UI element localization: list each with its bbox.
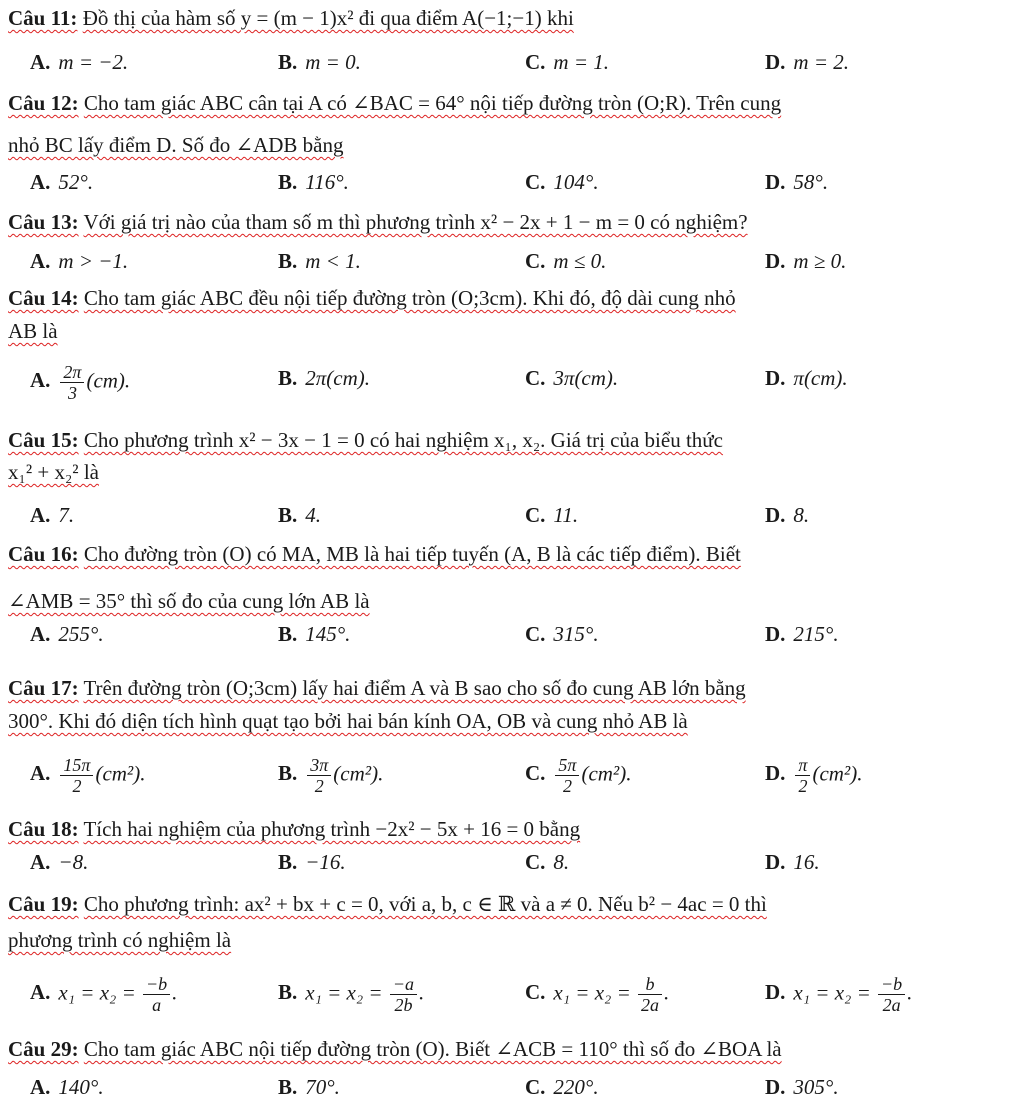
option-letter: A.	[30, 622, 51, 646]
option-unit: (cm²).	[581, 761, 632, 786]
option-c[interactable]	[525, 1071, 599, 1103]
question-text: phương trình có nghiệm là	[8, 928, 232, 952]
question-19-label: Câu 19:	[8, 892, 79, 916]
option-d[interactable]	[765, 755, 862, 796]
question-14-line-2	[0, 316, 1024, 346]
option-letter: D.	[765, 850, 786, 874]
option-letter: D.	[765, 170, 786, 194]
question-text: 300°. Khi đó diện tích hình quạt tạo bởi hai bán kính OA, OB và cung nhỏ AB là	[8, 709, 688, 733]
option-letter: C.	[525, 622, 546, 646]
option-value: π(cm).	[793, 366, 848, 390]
option-value: 305°.	[793, 1075, 839, 1099]
option-letter: A.	[30, 368, 51, 393]
question-13-options	[0, 245, 1024, 277]
option-letter: A.	[30, 249, 51, 273]
option-unit: (cm²).	[95, 761, 146, 786]
option-b[interactable]	[278, 362, 370, 394]
option-letter: B.	[278, 366, 298, 390]
question-29-options	[0, 1071, 1024, 1103]
fraction-numerator: 2π	[60, 362, 84, 383]
option-letter: A.	[30, 850, 51, 874]
option-value: m = 2.	[793, 50, 850, 74]
question-text: Tích hai nghiệm của phương trình −2x² − 5x + 16 = 0 bằng	[83, 817, 581, 841]
question-15-line-1	[0, 425, 1024, 455]
option-a[interactable]	[30, 846, 88, 878]
fraction-numerator: 3π	[307, 755, 331, 776]
fraction-denominator: 2	[562, 776, 572, 796]
option-letter: B.	[278, 980, 298, 1005]
question-12-line-2	[0, 130, 1024, 160]
option-letter: B.	[278, 170, 298, 194]
option-letter: A.	[30, 170, 51, 194]
option-letter: B.	[278, 850, 298, 874]
option-letter: B.	[278, 622, 298, 646]
question-16-line-2	[0, 586, 1024, 616]
option-value: 11.	[553, 503, 579, 527]
option-letter: D.	[765, 249, 786, 273]
option-a[interactable]	[30, 166, 93, 198]
option-c[interactable]	[525, 499, 578, 531]
option-value: 4.	[305, 503, 322, 527]
option-letter: C.	[525, 761, 546, 786]
option-letter: D.	[765, 980, 786, 1005]
option-b[interactable]	[278, 1071, 340, 1103]
option-value: 116°.	[305, 170, 349, 194]
option-value: 220°.	[553, 1075, 599, 1099]
question-text: AB là	[8, 319, 58, 343]
option-a[interactable]	[30, 362, 130, 403]
question-12-line-1	[0, 88, 1024, 118]
option-value: 58°.	[793, 170, 829, 194]
option-letter: C.	[525, 980, 546, 1005]
question-text: Cho tam giác ABC đều nội tiếp đường tròn (O;3cm). Khi đó, độ dài cung nhỏ	[83, 286, 736, 310]
option-letter: B.	[278, 503, 298, 527]
question-29-line-1	[0, 1034, 1024, 1064]
option-a[interactable]	[30, 974, 177, 1015]
option-value: m < 1.	[305, 249, 361, 273]
option-fraction	[307, 755, 331, 796]
option-letter: C.	[525, 50, 546, 74]
question-12-options	[0, 166, 1024, 198]
fraction-denominator: 3	[67, 383, 77, 403]
option-letter: A.	[30, 50, 51, 74]
option-letter: D.	[765, 1075, 786, 1099]
option-letter: B.	[278, 761, 298, 786]
option-b[interactable]	[278, 846, 346, 878]
option-value: 315°.	[553, 622, 599, 646]
question-11-label: Câu 11:	[8, 6, 78, 30]
option-b[interactable]	[278, 618, 350, 650]
option-value: 145°.	[305, 622, 351, 646]
option-letter: D.	[765, 503, 786, 527]
option-letter: C.	[525, 503, 546, 527]
question-text: Cho tam giác ABC nội tiếp đường tròn (O). Biết ∠ACB = 110° thì số đo ∠BOA là	[83, 1037, 782, 1061]
option-letter: D.	[765, 50, 786, 74]
question-text: Trên đường tròn (O;3cm) lấy hai điểm A và B sao cho số đo cung AB lớn bằng	[83, 676, 746, 700]
question-text: x₁² + x₂² là	[8, 460, 99, 484]
option-unit: (cm).	[86, 368, 131, 393]
option-a[interactable]	[30, 755, 145, 796]
fraction-numerator: b	[638, 974, 662, 995]
question-15-line-2	[0, 457, 1024, 487]
option-d[interactable]	[765, 846, 820, 878]
option-letter: D.	[765, 366, 786, 390]
option-d[interactable]	[765, 245, 846, 277]
option-fraction	[390, 974, 417, 1015]
option-value: m ≤ 0.	[553, 249, 607, 273]
option-unit: .	[172, 980, 178, 1005]
option-b[interactable]	[278, 166, 349, 198]
question-text: ∠AMB = 35° thì số đo của cung lớn AB là	[8, 589, 370, 613]
option-value: 3π(cm).	[553, 366, 619, 390]
fraction-denominator: 2	[72, 776, 82, 796]
option-c[interactable]	[525, 245, 606, 277]
question-29-label: Câu 29:	[8, 1037, 79, 1061]
option-d[interactable]	[765, 362, 848, 394]
option-value: 70°.	[305, 1075, 340, 1099]
option-fraction	[878, 974, 905, 1015]
option-d[interactable]	[765, 499, 809, 531]
option-unit: (cm²).	[333, 761, 384, 786]
question-14-label: Câu 14:	[8, 286, 79, 310]
option-b[interactable]	[278, 46, 361, 78]
option-letter: D.	[765, 622, 786, 646]
fraction-denominator: 2a	[641, 995, 660, 1015]
option-b[interactable]	[278, 974, 424, 1015]
option-c[interactable]	[525, 755, 631, 796]
question-19-line-2	[0, 925, 1024, 955]
option-a[interactable]	[30, 499, 74, 531]
option-unit: .	[419, 980, 425, 1005]
option-lhs: x₁ = x₂ =	[553, 980, 631, 1005]
option-d[interactable]	[765, 618, 839, 650]
option-lhs: x₁ = x₂ =	[793, 980, 871, 1005]
option-letter: A.	[30, 761, 51, 786]
option-letter: A.	[30, 503, 51, 527]
option-letter: C.	[525, 366, 546, 390]
option-fraction	[555, 755, 579, 796]
fraction-denominator: 2	[798, 776, 808, 796]
option-value: 7.	[58, 503, 75, 527]
option-value: −16.	[305, 850, 346, 874]
option-unit: .	[664, 980, 670, 1005]
question-11-line-1	[0, 3, 1024, 33]
option-letter: C.	[525, 249, 546, 273]
option-letter: C.	[525, 170, 546, 194]
option-b[interactable]	[278, 245, 361, 277]
option-value: m ≥ 0.	[793, 249, 847, 273]
option-letter: B.	[278, 50, 298, 74]
option-value: 104°.	[553, 170, 599, 194]
option-unit: .	[907, 980, 913, 1005]
question-19-line-1	[0, 889, 1024, 919]
option-a[interactable]	[30, 1071, 104, 1103]
question-text: nhỏ BC lấy điểm D. Số đo ∠ADB bằng	[8, 133, 344, 157]
fraction-numerator: π	[795, 755, 810, 776]
option-value: 8.	[553, 850, 570, 874]
option-b[interactable]	[278, 499, 321, 531]
question-18-options	[0, 846, 1024, 878]
fraction-numerator: 5π	[555, 755, 579, 776]
option-c[interactable]	[525, 166, 599, 198]
fraction-numerator: −b	[878, 974, 905, 995]
option-a[interactable]	[30, 618, 104, 650]
question-11-options	[0, 46, 1024, 78]
question-text: Cho đường tròn (O) có MA, MB là hai tiếp tuyến (A, B là các tiếp điểm). Biết	[83, 542, 741, 566]
question-text: Cho phương trình: ax² + bx + c = 0, với a, b, c ∈ ℝ và a ≠ 0. Nếu b² − 4ac = 0 thì	[83, 892, 767, 916]
question-17-line-1	[0, 673, 1024, 703]
option-fraction	[60, 755, 93, 796]
option-letter: A.	[30, 980, 51, 1005]
option-d[interactable]	[765, 974, 912, 1015]
question-17-label: Câu 17:	[8, 676, 79, 700]
question-16-line-1	[0, 539, 1024, 569]
option-value: 215°.	[793, 622, 839, 646]
fraction-denominator: a	[152, 995, 162, 1015]
fraction-numerator: −b	[143, 974, 170, 995]
option-c[interactable]	[525, 846, 569, 878]
option-d[interactable]	[765, 1071, 839, 1103]
option-b[interactable]	[278, 755, 383, 796]
option-fraction	[638, 974, 662, 1015]
option-value: m = −2.	[58, 50, 129, 74]
option-letter: C.	[525, 1075, 546, 1099]
option-fraction	[795, 755, 810, 796]
option-lhs: x₁ = x₂ =	[58, 980, 136, 1005]
option-letter: D.	[765, 761, 786, 786]
question-18-line-1	[0, 814, 1024, 844]
question-12-label: Câu 12:	[8, 91, 79, 115]
option-lhs: x₁ = x₂ =	[305, 980, 383, 1005]
question-18-label: Câu 18:	[8, 817, 79, 841]
option-fraction	[143, 974, 170, 1015]
fraction-numerator: 15π	[60, 755, 93, 776]
option-d[interactable]	[765, 166, 828, 198]
question-text: Đồ thị của hàm số y = (m − 1)x² đi qua điểm A(−1;−1) khi	[82, 6, 574, 30]
question-13-label: Câu 13:	[8, 210, 79, 234]
option-value: 16.	[793, 850, 820, 874]
question-17-options	[0, 755, 1024, 796]
question-text: Cho phương trình x² − 3x − 1 = 0 có hai nghiệm x₁, x₂. Giá trị của biểu thức	[83, 428, 724, 452]
option-c[interactable]	[525, 974, 669, 1015]
option-d[interactable]	[765, 46, 849, 78]
question-13-line-1	[0, 207, 1024, 237]
option-c[interactable]	[525, 46, 609, 78]
question-15-label: Câu 15:	[8, 428, 79, 452]
question-14-options	[0, 362, 1024, 403]
option-value: 2π(cm).	[305, 366, 371, 390]
question-text: Với giá trị nào của tham số m thì phương trình x² − 2x + 1 − m = 0 có nghiệm?	[83, 210, 748, 234]
option-value: m = 1.	[553, 50, 610, 74]
option-c[interactable]	[525, 362, 618, 394]
option-value: m > −1.	[58, 249, 129, 273]
question-15-options	[0, 499, 1024, 531]
option-value: 8.	[793, 503, 810, 527]
question-17-line-2	[0, 706, 1024, 736]
option-c[interactable]	[525, 618, 599, 650]
question-16-label: Câu 16:	[8, 542, 79, 566]
option-letter: C.	[525, 850, 546, 874]
question-16-options	[0, 618, 1024, 650]
fraction-numerator: −a	[390, 974, 417, 995]
option-value: 255°.	[58, 622, 104, 646]
fraction-denominator: 2a	[882, 995, 901, 1015]
fraction-denominator: 2b	[394, 995, 413, 1015]
option-value: −8.	[58, 850, 89, 874]
option-value: 140°.	[58, 1075, 104, 1099]
option-unit: (cm²).	[812, 761, 863, 786]
option-letter: B.	[278, 1075, 298, 1099]
question-text: Cho tam giác ABC cân tại A có ∠BAC = 64° nội tiếp đường tròn (O;R). Trên cung	[83, 91, 782, 115]
question-19-options	[0, 974, 1024, 1015]
option-a[interactable]	[30, 245, 128, 277]
option-value: 52°.	[58, 170, 94, 194]
option-value: m = 0.	[305, 50, 361, 74]
option-letter: B.	[278, 249, 298, 273]
fraction-denominator: 2	[314, 776, 324, 796]
option-a[interactable]	[30, 46, 128, 78]
option-fraction	[60, 362, 84, 403]
question-14-line-1	[0, 283, 1024, 313]
option-letter: A.	[30, 1075, 51, 1099]
